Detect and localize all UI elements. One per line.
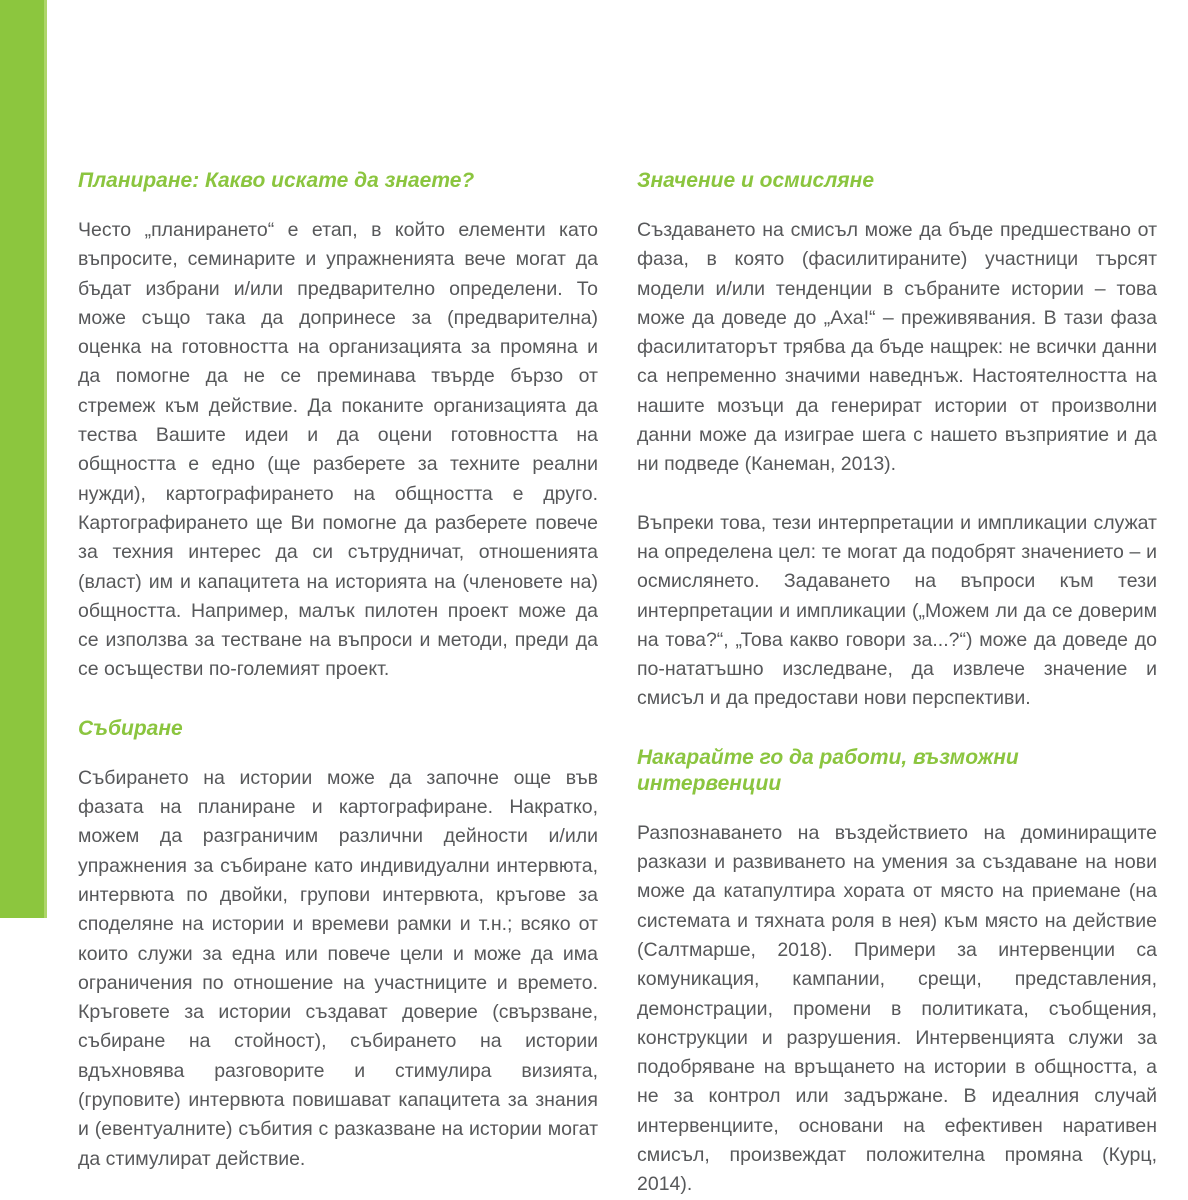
paragraph-planning-1: Често „планирането“ е етап, в който елементи като въпросите, семинарите и упражненията вече могат да бъдат избрани и/или предварително определени. То може също така да допринесе за (предварителна) оценка на готовността на организацията за промяна и да помогне да не се преминава твърде бързо от стремеж към действие. Да поканите организацията да тества Вашите идеи и да оцени готовността на общността е едно (ще разберете за техните реални нужди), картографирането на общността е друго. Картографирането ще Ви помогне да разберете повече за техния интерес да си сътрудничат, отношенията (власт) им и капацитета на историята на (членовете на) общността. Например, малък пилотен проект може да се използва за тестване на въпроси и методи, преди да се осъществи по-големият проект.	[78, 219, 598, 681]
section-heading-collecting: Събиране	[78, 716, 183, 740]
green-accent-bar	[0, 0, 47, 918]
section-heading-interventions: Накарайте го да работи, възможни интервенции	[637, 745, 1019, 795]
section-interventions	[637, 745, 1157, 1200]
paragraph-meaning-2: Въпреки това, тези интерпретации и импликации служат на определена цел: те могат да подобрят значението – и осмислянето. Задаването на въпроси към тези интерпретации и импликации („Можем ли да се доверим на това?“, „Това какво говори за...?“) може да доведе до по-нататъшно изследване, да извлече значение и смисъл и да предостави нови перспективи.	[637, 511, 1157, 710]
paragraph-interventions-1: Разпознаването на въздействието на доминиращите разкази и развиването на умения за създаване на нови може да катапултира хората от място на приемане (на системата и тяхната роля в нея) към място на действие (Салтмарше, 2018). Примери за интервенции са комуникация, кампании, срещи, представления, демонстрации, промени в политиката, съобщения, конструкции и разрушения. Интервенцията служи за подобряване на връщането на истории в общността, а не за контрол или задържане. В идеалния случай интервенциите, основани на ефективен наративен смисъл, произвеждат положителна промяна (Курц, 2014).	[637, 821, 1157, 1196]
section-collecting	[78, 716, 598, 1174]
paragraph-meaning-1: Създаването на смисъл може да бъде предшествано от фаза, в която (фасилитираните) участници търсят модели и/или тенденции в събраните истории – това може да доведе до „Аха!“ – преживявания. В тази фаза фасилитаторът трябва да бъде нащрек: не всички данни са непременно значими наведнъж. Настоятелността на нашите мозъци да генерират истории от произволни данни може да изиграе шега с нашето възприятие и да ни подведе (Канеман, 2013).	[637, 219, 1157, 476]
document-column-left	[78, 168, 598, 1174]
paragraph-collecting-1: Събирането на истории може да започне още във фазата на планиране и картографиране. Накратко, можем да разграничим различни дейности и/или упражнения за събиране като индивидуални интервюта, интервюта по двойки, групови интервюта, кръгове за споделяне на истории и времеви рамки и т.н.; всяко от които служи за една или повече цели и може да има ограничения по отношение на участниците и времето. Кръговете за истории създават доверие (свързване, събиране на стойност), събирането на истории вдъхновява разговорите и стимулира визията, (груповите) интервюта повишават капацитета за знания и (евентуалните) събития с разказване на истории могат да стимулират действие.	[78, 766, 598, 1170]
section-meaning	[637, 168, 1157, 714]
section-heading-planning: Планиране: Какво искате да знаете?	[78, 169, 475, 192]
document-column-right	[637, 168, 1157, 1200]
section-planning	[78, 168, 598, 685]
section-heading-meaning: Значение и осмисляне	[637, 169, 875, 192]
